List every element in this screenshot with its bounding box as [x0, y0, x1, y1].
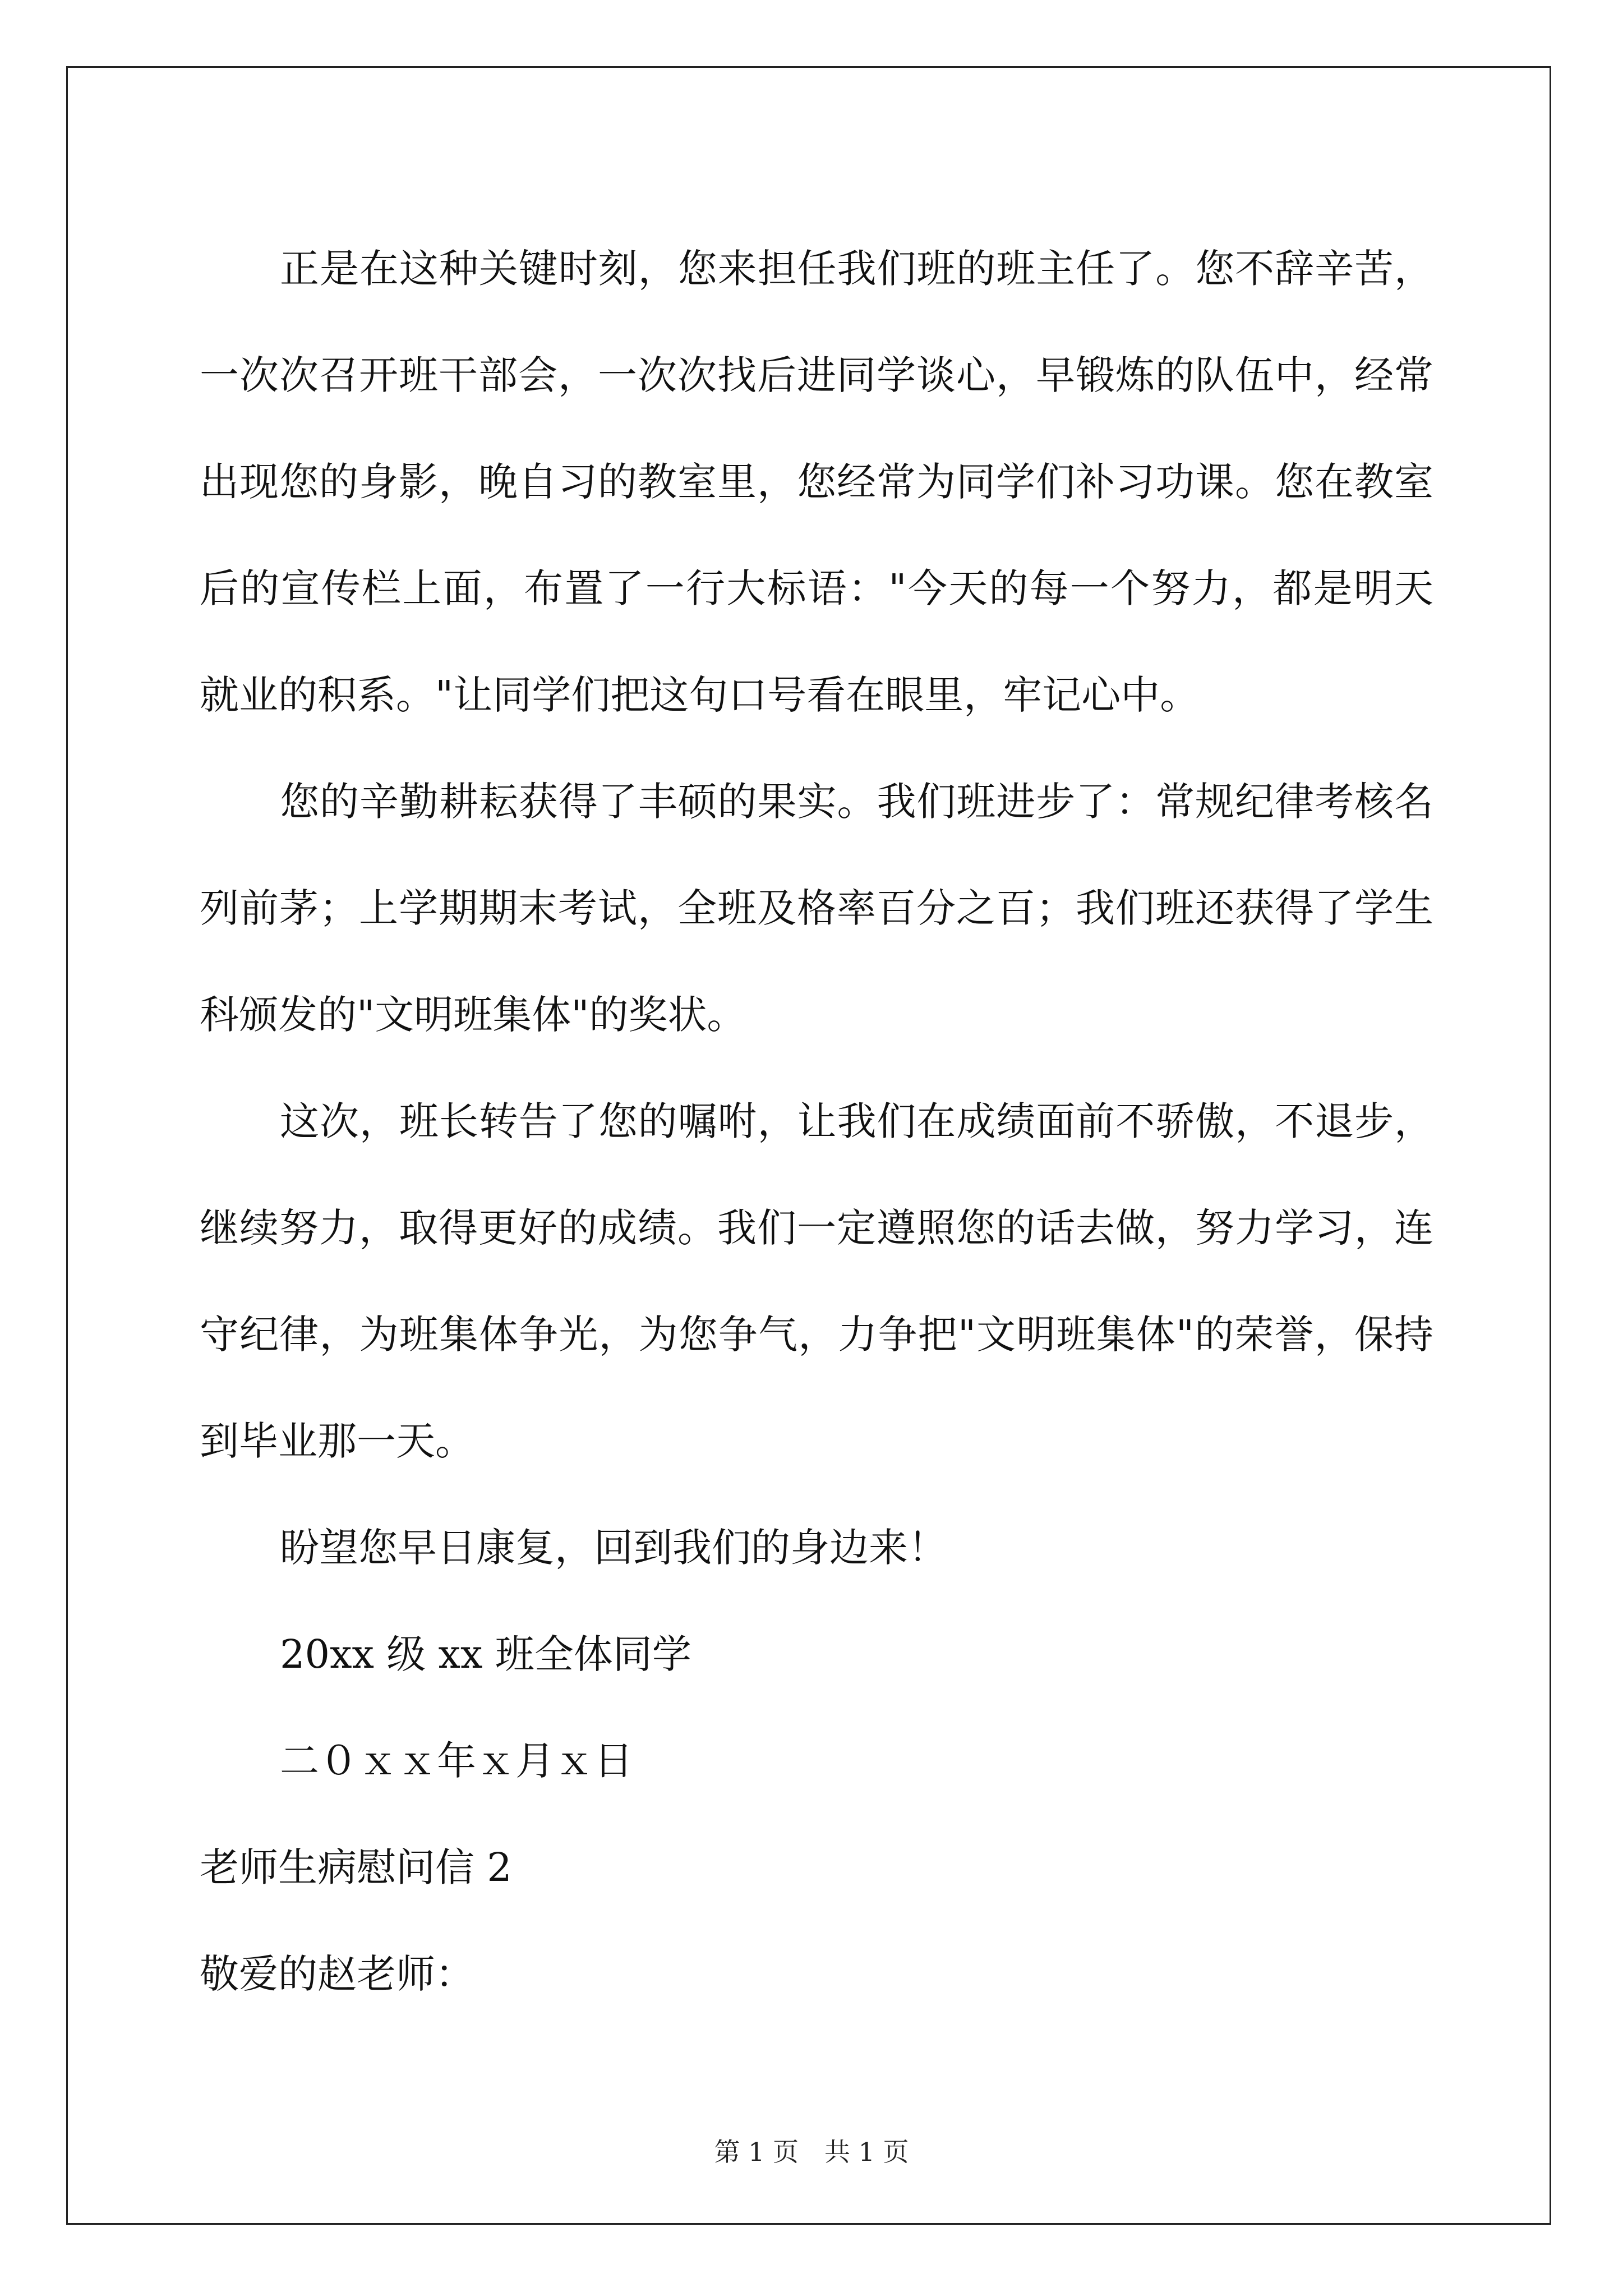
document-body: [200, 215, 1433, 2027]
paragraph-3: 这次，班长转告了您的嘱咐，让我们在成绩面前不骄傲，不退步，继续努力，取得更好的成绩。我们一定遵照您的话去做，努力学习，连守纪律，为班集体争光，为您争气，力争把"文明班集体"的荣誉，保持到毕业那一天。: [200, 1098, 1433, 1464]
paragraph-1: 正是在这种关键时刻，您来担任我们班的班主任了。您不辞辛苦，一次次召开班干部会，一次次找后进同学谈心，早锻炼的队伍中，经常出现您的身影，晚自习的教室里，您经常为同学们补习功课。您在教室后的宣传栏上面，布置了一行大标语："今天的每一个努力，都是明天就业的积系。"让同学们把这句口号看在眼里，牢记心中。: [200, 246, 1433, 718]
next-letter-title: 老师生病慰问信 2: [200, 1844, 512, 1890]
paragraph-4: 盼望您早日康复，回到我们的身边来！: [280, 1525, 947, 1571]
date: 二０ｘｘ年ｘ月ｘ日: [280, 1738, 633, 1784]
paragraph-2: 您的辛勤耕耘获得了丰硕的果实。我们班进步了：常规纪律考核名列前茅；上学期期末考试，全班及格率百分之百；我们班还获得了学生科颁发的"文明班集体"的奖状。: [200, 779, 1433, 1038]
page-footer: 第 1 页 共 1 页: [714, 2137, 909, 2167]
salutation: 敬爱的赵老师：: [200, 1951, 474, 1997]
signature: 20xx 级 xx 班全体同学: [280, 1631, 691, 1677]
